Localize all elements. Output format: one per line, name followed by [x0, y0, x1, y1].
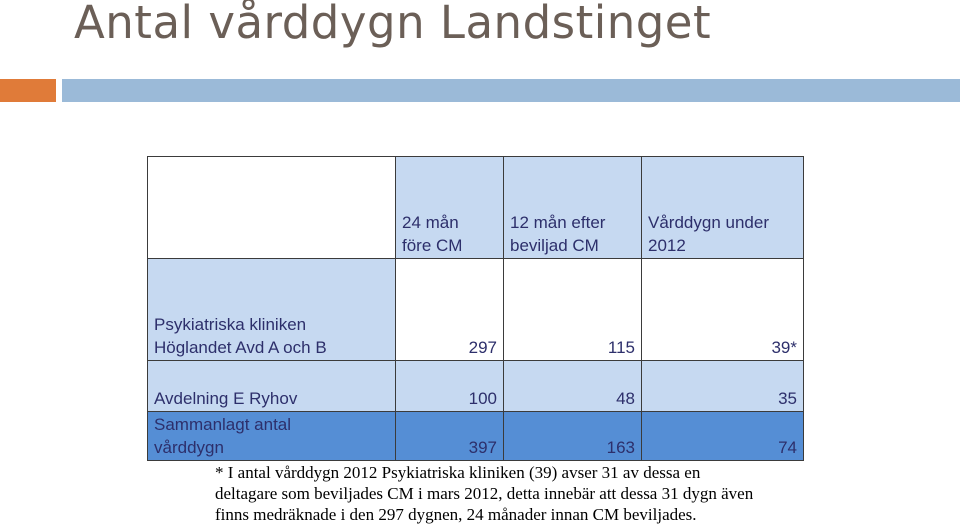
cell-value: 48 [504, 361, 642, 412]
table-header-row [148, 157, 804, 259]
cell-value: 100 [396, 361, 504, 412]
row-label: Sammanlagt antal vårddygn [148, 412, 396, 461]
table-total-row [148, 412, 804, 461]
cell-value: 397 [396, 412, 504, 461]
footnote [215, 462, 935, 525]
row-label: Psykiatriska kliniken Höglandet Avd A och B [148, 259, 396, 361]
cell-value: 35 [642, 361, 804, 412]
slide-title: Antal vårddygn Landstinget [74, 0, 712, 49]
table-row [148, 259, 804, 361]
accent-bar-blue [62, 79, 960, 102]
header-empty-cell [148, 157, 396, 259]
accent-bar-orange [0, 79, 56, 102]
cell-value: 163 [504, 412, 642, 461]
cell-value: 39* [642, 259, 804, 361]
header-12-months-after: 12 mån efter beviljad CM [504, 157, 642, 259]
header-days-2012: Vårddygn under 2012 [642, 157, 804, 259]
cell-value: 115 [504, 259, 642, 361]
data-table [147, 156, 804, 461]
footnote-line: finns medräknade i den 297 dygnen, 24 månader innan CM beviljades. [215, 505, 697, 524]
footnote-line: deltagare som beviljades CM i mars 2012, detta innebär att dessa 31 dygn även [215, 484, 754, 503]
footnote-line: * I antal vårddygn 2012 Psykiatriska kliniken (39) avser 31 av dessa en [215, 463, 701, 482]
row-label: Avdelning E Ryhov [148, 361, 396, 412]
cell-value: 297 [396, 259, 504, 361]
header-24-months-before: 24 mån före CM [396, 157, 504, 259]
cell-value: 74 [642, 412, 804, 461]
table-row [148, 361, 804, 412]
